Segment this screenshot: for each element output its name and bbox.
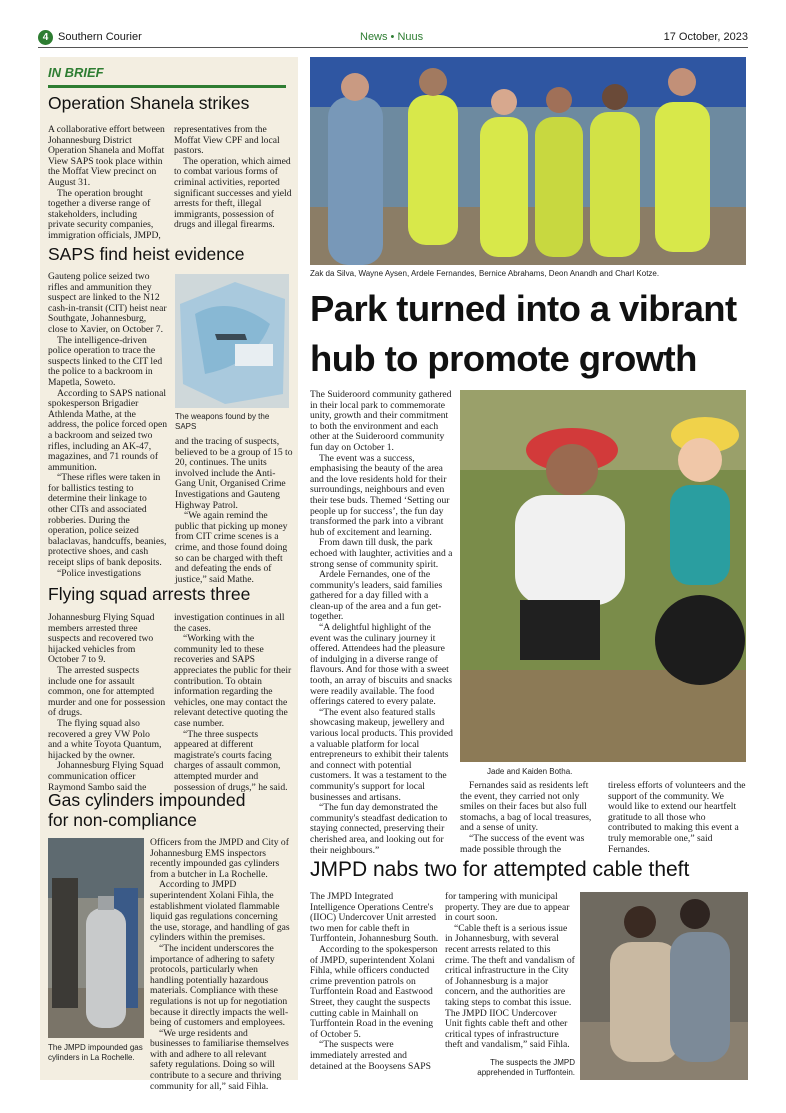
paragraph: “Cable theft is a serious issue in Johannesburg, with several recent arrests related to this crime. The theft and vandalism of critical infrastructure in the City of Johannesburg is a major concern, and the authorities are taking steps to combat this issue. The JMPD IIOC Undercover Unit fights cable theft and other critical types of infrastructure theft and vandalism,” said Fihla.: [445, 922, 575, 1051]
publication-name: Southern Courier: [58, 31, 142, 43]
paragraph: Fernandes said as residents left the event, they carried not only smiles on their faces but also full stomachs, a bag of local treasures, and a sense of unity.: [460, 780, 592, 834]
park-story-col-3: [608, 780, 750, 855]
paragraph: “The success of the event was made possible through the: [460, 832, 585, 855]
shanela-col-2: [174, 125, 292, 237]
botha-image: [460, 390, 746, 762]
paragraph: Johannesburg Flying Squad communication officer Raymond Sambo said the: [48, 760, 164, 793]
paragraph: investigation continues in all the cases.: [174, 612, 285, 634]
jmpd-col-2: [445, 892, 575, 1082]
paragraph: According to the spokesperson of JMPD, superintendent Xolani Fihla, while officers conducted crime prevention patrols on Turffontein Road and Eastwood Street, they caught the suspects cutting cable in Mainhall on Turffontein Road in the evening of October 5.: [310, 943, 438, 1040]
heist-col-2: [175, 436, 293, 585]
gas-cylinder-image: [48, 838, 144, 1038]
paragraph: “These rifles were taken in for ballistics testing to determine their linkage to other CITs and associated robberies. During the operation, police seized balaclavas, handcuffs, beanies, protective shoes, and cash receipt slips of bank deposits.: [48, 472, 167, 569]
paragraph: “The suspects were immediately arrested and detained at the Booysens SAPS: [310, 1039, 431, 1072]
paragraph: “The three suspects appeared at different magistrate's courts facing charges of assault common, attempted murder and possession of drugs,” he said.: [174, 728, 288, 793]
paragraph: A collaborative effort between Johannesburg District Operation Shanela and Moffat View SAPS took place within the Moffat View precinct on August 31.: [48, 124, 165, 188]
suspects-caption-line-1: The suspects the JMPD: [490, 1058, 575, 1067]
paragraph: According to SAPS national spokesperson Brigadier Athlenda Mathe, at the address, the police forced open a backroom and seized two rifles, including an AK-47, magazines, and 71 rounds of ammunition.: [48, 387, 168, 473]
paragraph: representatives from the Moffat View CPF and local pastors.: [174, 124, 280, 157]
park-story-col-2: [460, 780, 600, 855]
paragraph: Ardele Fernandes, one of the community's leaders, said families gathered for a day filled with a clean-up of the area and a fun get-together.: [310, 569, 443, 623]
paragraph: tireless efforts of volunteers and the support of the community. We would like to extend our heartfelt gratitude to all those who contributed to making this event a truly memorable one,” said Fernandes.: [608, 780, 746, 855]
suspects-image: [580, 892, 748, 1080]
paragraph: The Suideroord community gathered in their local park to commemorate unity, growth and their commitment to both the environment and each other at the Suideroord community fun day on October 1.: [310, 389, 452, 453]
in-brief-tag: IN BRIEF: [48, 65, 104, 80]
flying-col-2: [174, 612, 292, 793]
paragraph: “The fun day demonstrated the community's steadfast dedication to staying connected, preserving their cherished area, and looking out for their neighbours.”: [310, 802, 448, 856]
volunteers-group-photo: [310, 57, 746, 265]
shanela-headline: Operation Shanela strikes: [48, 93, 250, 113]
page-header: [38, 30, 748, 48]
paragraph: Johannesburg Flying Squad members arrested three suspects and recovered two hijacked vehicles from October 7 to 9.: [48, 612, 155, 666]
suspects-caption: [470, 1058, 575, 1078]
in-brief-rule: [48, 85, 286, 88]
volunteers-image: [310, 57, 746, 265]
gas-story: [150, 837, 290, 1092]
suspects-caption-line-2: apprehended in Turffontein.: [477, 1068, 575, 1077]
gas-headline-line-1: Gas cylinders impounded: [48, 790, 246, 810]
page-number: 4: [38, 30, 53, 45]
paragraph: The operation, which aimed to combat various forms of criminal activities, reported significant successes and yield arrests for theft, illegal immigrants, possession of drugs and illegal firearms.: [174, 155, 292, 231]
paragraph: “Police investigations: [57, 567, 141, 579]
paragraph: The intelligence-driven police operation to trace the suspects linked to the CIT led the police to a backroom in Mapetla, Soweto.: [48, 334, 163, 388]
jmpd-headline: JMPD nabs two for attempted cable theft: [310, 858, 690, 881]
gas-headline-line-2: for non-compliance: [48, 810, 197, 830]
suspects-photo: [580, 892, 748, 1080]
issue-date: 17 October, 2023: [663, 31, 748, 43]
paragraph: “The incident underscores the importance of adhering to safety protocols, particularly when handling potentially hazardous materials. Compliance with these regulations is not up for negotiation because it directly impacts the well-being of customers and employees.: [150, 942, 289, 1029]
paragraph: “We again remind the public that picking up money from CIT crime scenes is a crime, and those found doing so can be charged with theft and defeating the ends of justice,” said Mathe.: [175, 510, 288, 585]
paragraph: The operation brought together a diverse range of stakeholders, including private security companies, immigration officials, JMPD,: [48, 187, 161, 241]
volunteers-caption: Zak da Silva, Wayne Aysen, Ardele Fernandes, Bernice Abrahams, Deon Anandh and Charl Kotze.: [310, 269, 660, 278]
park-story-col-1: [310, 390, 453, 856]
paragraph: “A delightful highlight of the event was the culinary journey it offered. Attendees had the pleasure of indulging in a diverse range of flavours. And for those with a sweet tooth, an array of biscuits and snacks were readily available. The food offerings catered to every palate.: [310, 622, 453, 708]
botha-caption: Jade and Kaiden Botha.: [487, 767, 573, 776]
gas-cylinders-photo: [48, 838, 144, 1038]
park-headline-line-2: hub to promote growth: [310, 338, 697, 379]
paragraph: The JMPD Integrated Intelligence Operations Centre's (IIOC) Undercover Unit arrested two men for cable theft in Turffontein, Johannesburg South.: [310, 891, 439, 945]
botha-photo: [460, 390, 746, 762]
paragraph: The event was a success, emphasising the beauty of the area and the love residents hold for their surroundings, neighbours and even their tese buds. Themed ‘Setting our people up for success’, the fun day transformed the park into a vibrant hub of excitement and learning.: [310, 452, 450, 538]
park-headline: [310, 284, 750, 384]
paragraph: According to JMPD superintendent Xolani Fihla, the establishment violated flammable liquid gas regulations concerning the use, storage, and handling of gas cylinders within the premises.: [150, 879, 290, 944]
gas-caption: The JMPD impounded gas cylinders in La Rochelle.: [48, 1043, 143, 1062]
paragraph: “We urge residents and businesses to familiarise themselves with and adhere to all relevant safety regulations. Doing so will contribute to a secure and thriving community for all,” said Fihla.: [150, 1027, 289, 1092]
heist-col-1: [48, 272, 168, 578]
paragraph: The arrested suspects include one for assault common, one for attempted murder and one for possession of drugs.: [48, 664, 166, 719]
paragraph: From dawn till dusk, the park echoed with laughter, activities and a strong sense of community spirit.: [310, 537, 453, 570]
paragraph: The flying squad also recovered a grey VW Polo and a white Toyota Quantum, hijacked by the owner.: [48, 717, 162, 761]
park-headline-line-1: Park turned into a vibrant: [310, 288, 737, 329]
flying-col-1: [48, 612, 166, 793]
heist-headline: SAPS find heist evidence: [48, 244, 245, 264]
weapons-photo: [175, 274, 289, 408]
paragraph: Officers from the JMPD and City of Johannesburg EMS inspectors recently impounded gas cylinders from a butcher in La Rochelle.: [150, 837, 289, 880]
paragraph: for tampering with municipal property. They are due to appear in court soon.: [445, 891, 570, 924]
paragraph: and the tracing of suspects, believed to be a group of 15 to 20, continues. The units involved include the Anti-Gang Unit, Organised Crime Investigations and Gauteng Highway Patrol.: [175, 436, 293, 511]
jmpd-col-1: [310, 892, 440, 1082]
header-rule: [38, 47, 748, 48]
paragraph: Gauteng police seized two rifles and ammunition they suspect are linked to the N12 cash-in-transit (CIT) heist near Southgate, Johannesburg, close to Xavier, on October 7.: [48, 271, 167, 335]
paragraph: “The event also featured stalls showcasing makeup, jewellery and various local products. This provided a valuable platform for local entrepreneurs to exhibit their talents and connect with potential customers. It was a testament to the community's support for local businesses and artisans.: [310, 706, 453, 803]
weapons-bag-image: [175, 274, 289, 408]
shanela-col-1: [48, 124, 166, 241]
weapons-caption: The weapons found by the SAPS: [175, 412, 270, 431]
section-name: News • Nuus: [360, 31, 424, 43]
paragraph: “Working with the community led to these recoveries and SAPS appreciates the public for their contribution. To obtain information regarding the vehicles, one may contact the relevant detective quoting the case number.: [174, 633, 292, 729]
flying-squad-headline: Flying squad arrests three: [48, 584, 251, 604]
